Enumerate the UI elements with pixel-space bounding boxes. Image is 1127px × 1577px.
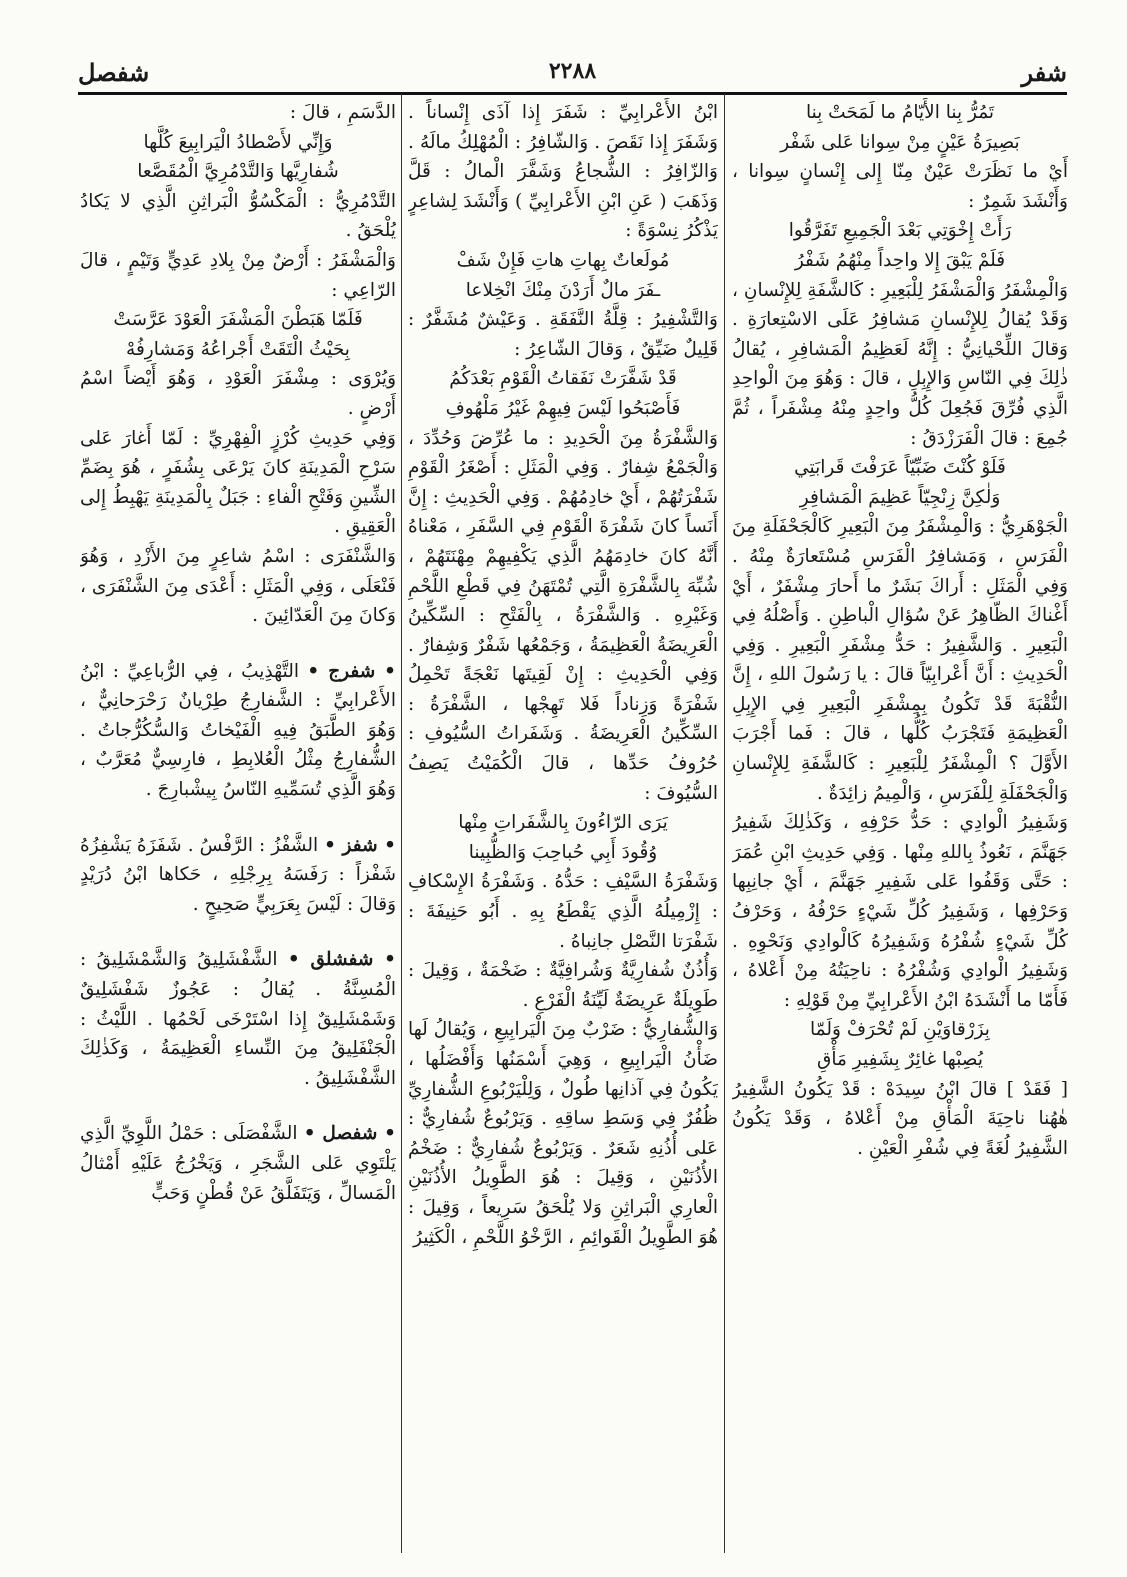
verse-line: وُقُودَ أَبِي حُباحِبَ وَالظُّبِينا [468,841,658,863]
verse-line: يَرَى الرّاءُونَ بِالشَّفَراتِ مِنْها [458,812,668,834]
verse-line: وَلٰكِنَّ زِنْجِيّاً عَظِيمَ الْمَشافِرِ [799,486,1001,508]
verse-line: وَإِنِّي لأَصْطادُ الْيَرابِيعَ كُلَّها [143,131,333,153]
verse-line: رَأَتْ إِخْوَتِي بَعْدَ الْجَمِيعِ تَفَرَّقُوا [788,220,1012,242]
verse-line: قَدْ شَفَّرَتْ نَفَقاتُ الْقَوْمِ بَعْدَكُمُ [449,368,677,390]
entry-spacer [80,805,396,831]
header-right-word: شفر [1021,58,1067,87]
entry-spacer [80,919,396,945]
page-header [78,52,1067,92]
entry-headword: • شفصل • [303,1123,396,1145]
dictionary-entry [80,657,396,805]
dictionary-entry [80,1119,396,1208]
paragraph: وَفِي حَدِيثِ كُرْزٍ الْفِهْرِيِّ : لَمّا أَغارَ عَلى سَرْحِ الْمَدِينَةِ كانَ يَرْعَى بِشُفَرٍ ، هُوَ بِضَمِّ الشِّينِ وَفَتْحِ الْفاءِ : جَبَلٌ بِالْمَدِينَةِ يَهْبِطُ إِلى الْعَقِيقِ . [80,427,396,538]
paragraph: التَّدْمُرِيُّ : الْمَكْسُوُّ الْبَراثِنِ الَّذِي لا يَكادُ يُلْحَقُ . [80,190,396,242]
header-rule [78,92,1067,95]
header-left-word: شفصل [78,58,150,87]
verse-line: يُصِبْها غائِرٌ بِشَفِيرِ مَأْقِ [817,1049,983,1070]
verse-line: تَمُرُّ بِنا الأَيّامُ ما لَمَحَتْ بِنا [805,102,995,123]
paragraph: وَالشَّفْرَةُ مِنَ الْحَدِيدِ : ما عُرِّضَ وَحُدِّدَ ، وَالْجَمْعُ شِفارٌ . وَفِي الْمَثَلِ : أَصْغَرُ الْقَوْمِ شَفْرَتُهُمْ ، أَيْ خادِمُهُمْ . وَفِي الْحَدِيثِ : إِنَّ أَنَساً كانَ شَفْرَةَ الْقَوْمِ فِي السَّفَرِ ، مَعْناهُ أَنَّهُ كانَ خادِمَهُمُ الَّذِي يَكْفِيهِمْ مِهْنَتَهُمْ ، شُبِّهَ بِالشَّفْرَةِ الَّتِي تُمْتَهَنُ فِي قَطْعِ اللَّحْمِ وَغَيْرِهِ . وَالشَّفْرَةُ ، بِالْفَتْحِ : السِّكِّينُ الْعَرِيضَةُ الْعَظِيمَةُ ، وَجَمْعُها شَفْرٌ وَشِفارٌ . وَفِي الْحَدِيثِ : إِنْ لَقِيتَها نَعْجَةً تَحْمِلُ شَفْرَةً وَزِناداً فَلا تَهِجْها ، الشَّفْرَةُ : السِّكِّينُ الْعَرِيضَةُ . وَشَفَراتُ السُّيُوفِ : حُرُوفُ حَدِّها ، قالَ الْكُمَيْتُ يَصِفُ السُّيُوفَ : [408,427,718,804]
verse-line: فَلَمّا هَبَطْنَ الْمَشْفَرَ الْعَوْدَ عَرَّسَتْ [113,309,363,331]
column-middle [408,98,718,1553]
verse-line: شُفارِيَّها وَالتَّدْمُرِيَّ الْمُقَصَّعا [137,161,339,183]
paragraph: وَأُذُنٌ شُفارِيَّةٌ وَشُرافِيَّةٌ : ضَخْمَةٌ ، وَقِيلَ : طَوِيلَةٌ عَرِيضَةٌ لَيِّنَةُ الْفَرْعِ . [408,960,718,1011]
entry-text: الشَّفْصَلَى : حَمْلُ اللَّوِيِّ الَّذِي يَلْتَوِي عَلى الشَّجَرِ ، وَيَخْرُجُ عَلَيْهِ أَمْثالُ الْمَسالِّ ، وَيَتَفَلَّقُ عَنْ قُطْنٍ وَحَبٍّ [80,1123,396,1204]
paragraph: الدَّسَمِ ، قالَ : [289,102,396,123]
paragraph: ابْنُ الأَعْرابِيِّ : شَفَرَ إِذا آذَى إِنْساناً . وَشَفَرَ إِذا نَقَصَ . وَالشّافِرُ : الْمُهْلِكُ مالَهُ . وَالزّافِرُ : الشُّجاعُ وَشَفَّرَ الْمالُ : قَلَّ وَذَهَبَ ( عَنِ ابْنِ الأَعْرابِيِّ ) وَأَنْشَدَ لِشاعِرٍ يَذْكُرُ نِسْوَةً : [408,102,718,242]
entry-spacer [80,1093,396,1119]
verse-line: ـفَرَ مالٌ أَرَدْنَ مِنْكَ انْخِلاعا [465,279,661,301]
paragraph: وَشَفْرَةُ السَّيْفِ : حَدُّهُ . وَشَفْرَةُ الإِسْكافِ : إِزْمِيلُهُ الَّذِي يَقْطَعُ بِهِ . أَبُو حَنِيفَةَ : شَفْرَتا النَّصْلِ جانِباهُ . [408,871,718,952]
verse-line: فَلَمْ يَبْقَ إِلا واحِداً مِنْهُمُ شَفْرُ [794,249,1006,271]
paragraph: أَيْ ما نَظَرَتْ عَيْنٌ مِنّا إِلى إِنْسانٍ سِوانا ، وَأَنْشَدَ شَمِرٌ : [732,161,1068,212]
entry-text: الشَّفْشَلِيقُ وَالشَّمْشَلِيقُ : الْمُسِنَّةُ . يُقالُ : عَجُوزٌ شَفْشَلِيقٌ وَشَمْشَلِيقٌ إِذا اسْتَرْخَى لَحْمُها . اللَّيْثُ : الْجَنْفَلِيقُ مِنَ النِّساءِ الْعَظِيمَةُ ، وَكَذٰلِكَ الشَّفْشَلِيقُ . [80,949,396,1089]
dictionary-entry [80,945,396,1093]
entry-headword: • شفشلق • [287,949,396,971]
verse-line: فَأَصْبَحُوا لَيْسَ فِيهِمْ غَيْرُ مَلْهُوفِ [445,397,681,419]
column-right [732,98,1068,1553]
verse-line: مُولَعاتٌ بِهاتِ هاتِ فَإِنْ شَفْ [456,249,670,271]
dictionary-entry [80,831,396,920]
column-divider-right [724,94,725,1553]
page-number: ٢٢٨٨ [548,58,597,84]
paragraph: وَالشَّنْفَرَى : اسْمُ شاعِرٍ مِنَ الأَزْدِ ، وَهُوَ فَنْعَلَى ، وَفِي الْمَثَلِ : أَعْدَى مِنَ الشَّنْفَرَى ، وَكانَ مِنَ الْعَدّائِينَ . [80,545,396,627]
entry-text: الشَّفْزُ : الرَّفْسُ . شَفَزَهُ يَشْفِزُهُ شَفْزاً : رَفَسَهُ بِرِجْلِهِ ، حَكاها ابْنُ دُرَيْدٍ وَقالَ : لَيْسَ بِعَرَبِيٍّ صَحِيحٍ . [80,834,396,915]
paragraph: وَشَفِيرُ الْوادِي : حَدُّ حَرْفِهِ ، وَكَذٰلِكَ شَفِيرُ جَهَنَّمَ ، نَعُوذُ بِاللهِ مِنْها . وَفِي حَدِيثِ ابْنِ عُمَرَ : حَتَّى وَقَفُوا عَلى شَفِيرِ جَهَنَّمَ ، أَيْ جانِبِها وَحَرْفِها ، وَشَفِيرُ كُلِّ شَيْءٍ حَرْفُهُ ، وَحَرْفُ كُلِّ شَيْءٍ شُفْرُهُ وَشَفِيرُهُ كَالْوادِي وَنَحْوِهِ . وَشَفِيرُ الْوادِي وَشُفْرُهُ : ناحِيَتُهُ مِنْ أَعْلاهُ ، فَأَمّا ما أَنْشَدَهُ ابْنُ الأَعْرابِيِّ مِنْ قَوْلِهِ : [732,812,1068,1011]
paragraph: وَالشُّفارِيُّ : ضَرْبٌ مِنَ الْيَرابِيعِ ، وَيُقالُ لَها ضَأْنُ الْيَرابِيعِ ، وَهِيَ أَسْمَنُها وَأَفْضَلُها ، يَكُونُ فِي آذانِها طُولٌ ، وَلِلْيَرْبُوعِ الشُّفارِيِّ ظُفُرٌ فِي وَسَطِ ساقِهِ . وَيَرْبُوعٌ شُفارِيٌّ : عَلى أُذُنِهِ شَعَرٌ . وَيَرْبُوعٌ شُفارِيٌّ : ضَخْمُ الأُذُنَيْنِ ، وَقِيلَ : هُوَ الطَّوِيلُ الأُذُنَيْنِ الْعارِي الْبَراثِنِ وَلا يُلْحَقُ سَرِيعاً ، وَقِيلَ : هُوَ الطَّوِيلُ الْقَوائِمِ ، الرَّخْوُ اللَّحْمِ ، الْكَثِيرُ [408,1019,718,1248]
paragraph: وَالْمَشْفَرُ : أَرْضٌ مِنْ بِلادِ عَدِيٍّ وَتَيْمٍ ، قالَ الرّاعِي : [80,249,396,301]
verse-line: فَلَوْ كُنْتَ ضَبِّيّاً عَرَفْتَ قَرابَتِي [794,457,1006,479]
paragraph: وَيُرْوَى : مِشْفَرَ الْعَوْدِ ، وَهُوَ أَيْضاً اسْمُ أَرْضٍ . [80,368,396,419]
column-left [80,98,396,1553]
paragraph: [ فَقَدْ ] قالَ ابْنُ سِيدَهْ : قَدْ يَكُونُ الشَّفِيرُ هٰهُنا ناحِيَةَ الْمَأْقِ مِنْ أَعْلاهُ ، وَقَدْ يَكُونُ الشَّفِيرُ لُغَةً فِي شُفْرِ الْعَيْنِ . [732,1078,1068,1159]
paragraph: وَالتَّشْفِيرُ : قِلَّةُ النَّفَقَةِ . وَعَيْشٌ مُشَفَّرٌ : قَلِيلٌ ضَيِّقٌ ، وَقالَ الشّاعِرُ : [408,309,718,360]
column-divider-left [401,94,402,1553]
verse-line: بَصِيرَةُ عَيْنٍ مِنْ سِوانا عَلى شَفْر [780,131,1020,153]
verse-line: بِزَرْقاوَيْنِ لَمْ تُحْرَفْ وَلَمّا [810,1019,990,1041]
entry-headword: • شفرج • [307,660,396,682]
paragraph: وَالْمِشْفَرُ وَالْمَشْفَرُ لِلْبَعِيرِ : كَالشَّفَةِ لِلإِنْسانِ ، وَقَدْ يُقالُ لِلإِنْسانِ مَشافِرُ عَلَى الاسْتِعارَةِ . وَقالَ اللِّحْيانِيُّ : إِنَّهُ لَعَظِيمُ الْمَشافِرِ ، يُقالُ ذٰلِكَ فِي النّاسِ وَالإِبِلِ ، قالَ : وَهُوَ مِنَ الْواحِدِ الَّذِي فُرِّقَ فَجُعِلَ كُلُّ واحِدٍ مِنْهُ مِشْفَراً ، ثُمَّ جُمِعَ : قالَ الْفَرَزْدَقُ : [732,279,1068,449]
paragraph: الْجَوْهَرِيُّ : وَالْمِشْفَرُ مِنَ الْبَعِيرِ كَالْجَحْفَلَةِ مِنَ الْفَرَسِ ، وَمَشافِرُ الْفَرَسِ مُسْتَعارَةٌ مِنْهُ . وَفِي الْمَثَلِ : أَراكَ بَشَرٌ ما أَحارَ مِشْفَرٌ ، أَيْ أَغْناكَ الظّاهِرُ عَنْ سُؤالِ الْباطِنِ . وَأَصْلُهُ فِي الْبَعِيرِ . وَالشَّفِيرُ : حَدُّ مِشْفَرِ الْبَعِيرِ . وَفِي الْحَدِيثِ : أَنَّ أَعْرابِيّاً قالَ : يا رَسُولَ اللهِ ، إِنَّ النُّقْبَةَ قَدْ تَكُونُ بِمِشْفَرِ الْبَعِيرِ فِي الإِبِلِ الْعَظِيمَةِ فَتَجْرَبُ كُلُّها ، قالَ : فَما أَجْرَبَ الأَوَّلَ ؟ الْمِشْفَرُ لِلْبَعِيرِ : كَالشَّفَةِ لِلإِنْسانِ وَالْجَحْفَلَةِ لِلْفَرَسِ ، وَالْمِيمُ زائِدَةٌ . [732,516,1068,804]
entry-headword: • شفز • [324,834,396,856]
entry-spacer [80,631,396,657]
entry-text: التَّهْذِيبُ ، فِي الرُّباعِيِّ : ابْنُ الأَعْرابِيِّ : الشَّفارِجُ طِرْيانٌ رَحْرَحانِيٌّ ، وَهُوَ الطَّبَقُ فِيهِ الْفَيْخاتُ وَالسُّكُرُّجاتُ . الشُّفارِجُ مِثْلُ الْعُلابِطِ ، فارِسِيٌّ مُعَرَّبٌ ، وَهُوَ الَّذِي تُسَمِّيهِ النّاسُ بِيشْبارِجَ . [80,660,396,801]
verse-line: بِحَيْثُ الْتَقَتْ أَجْراعُهُ وَمَشارِفُهْ [126,338,350,360]
